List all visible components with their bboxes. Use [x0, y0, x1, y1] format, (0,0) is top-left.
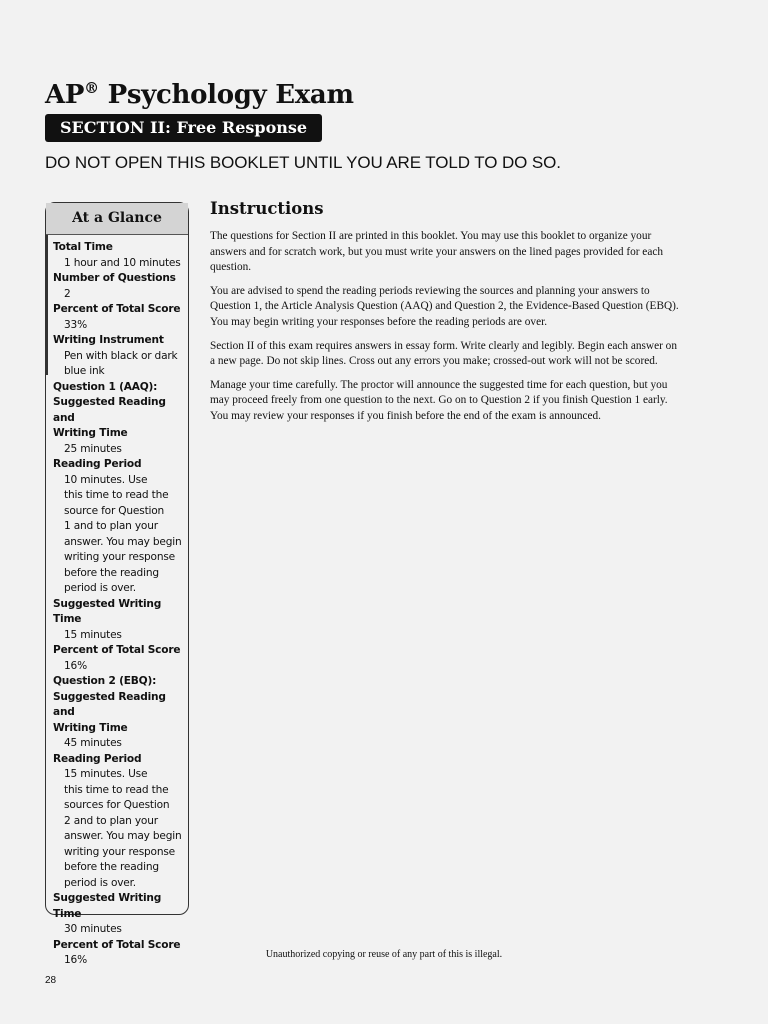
instruction-paragraph: The questions for Section II are printed in this booklet. You may use this booklet to organize your answers and for scratch work, but you must write your answers on the lined pages provided for each question.	[210, 230, 664, 274]
glance-label: Suggested Writing Time	[53, 892, 162, 920]
glance-value: 15 minutes	[64, 628, 122, 641]
glance-value: 1 hour and 10 minutes	[64, 256, 181, 269]
glance-value: 33%	[64, 318, 87, 331]
glance-value: Pen with black or dark blue ink	[64, 349, 178, 377]
glance-value: 16%	[64, 954, 87, 966]
glance-value: 16%	[64, 659, 87, 672]
glance-label: Question 2 (EBQ):	[53, 675, 157, 687]
glance-label: Suggested Writing Time	[53, 597, 162, 625]
instructions-heading: Instructions	[210, 199, 324, 218]
glance-label: Question 1 (AAQ):	[53, 380, 158, 393]
title-main: AP	[45, 80, 85, 110]
glance-label: Suggested Reading and Writing Time	[53, 690, 166, 734]
title-rest: Psychology Exam	[98, 80, 354, 110]
glance-label: Writing Instrument	[53, 334, 164, 346]
glance-value: 2	[64, 287, 71, 300]
at-a-glance-list	[46, 235, 188, 969]
glance-value: 25 minutes	[64, 442, 122, 455]
glance-label: Number of Questions	[53, 272, 176, 284]
instructions-body	[210, 229, 680, 433]
glance-value: 45 minutes	[64, 737, 122, 749]
glance-value: 30 minutes	[64, 923, 122, 935]
instruction-paragraph: Section II of this exam requires answers in essay form. Write clearly and legibly. Begin each answer on a new page. Do not skip lines. Cross out any errors you make; crossed-out work will not be scored.	[210, 339, 677, 368]
glance-label: Reading Period	[53, 458, 142, 470]
glance-label: Suggested Reading and Writing Time	[53, 396, 166, 439]
glance-label: Reading Period	[53, 752, 142, 765]
page-number: 28	[45, 975, 57, 986]
glance-label: Total Time	[53, 241, 113, 253]
glance-value: 15 minutes. Use this time to read the sources for Question 2 and to plan your answer. You may begin writing your response before the reading period is over.	[64, 768, 182, 889]
glance-value: 10 minutes. Use this time to read the source for Question 1 and to plan your answer. You may begin writing your response before the reading period is over.	[64, 473, 182, 594]
instruction-paragraph: You are advised to spend the reading periods reviewing the sources and planning your answers to Question 1, the Article Analysis Question (AAQ) and Question 2, the Evidence-Based Question (EBQ). You may begin writing your responses before the reading periods are over.	[210, 284, 679, 328]
registered-mark: ®	[84, 79, 99, 97]
copyright-notice: Unauthorized copying or reuse of any part of this is illegal.	[265, 949, 503, 960]
glance-label: Percent of Total Score	[53, 644, 181, 656]
glance-label: Percent of Total Score	[53, 938, 181, 951]
glance-label: Percent of Total Score	[53, 303, 181, 315]
at-a-glance-box	[45, 202, 189, 966]
instruction-paragraph: Manage your time carefully. The proctor will announce the suggested time for each question, but you may proceed freely from one question to the next. Go on to Question 2 if you finish Question 1 early. You may review your responses if you finish before the end of the exam is announced.	[210, 378, 668, 422]
section-banner: SECTION II: Free Response	[45, 114, 322, 142]
page-title	[45, 70, 354, 113]
at-a-glance-heading: At a Glance	[46, 203, 188, 235]
glance-side-rule	[46, 235, 48, 375]
warning-text: DO NOT OPEN THIS BOOKLET UNTIL YOU ARE TOLD TO DO SO.	[45, 153, 561, 172]
